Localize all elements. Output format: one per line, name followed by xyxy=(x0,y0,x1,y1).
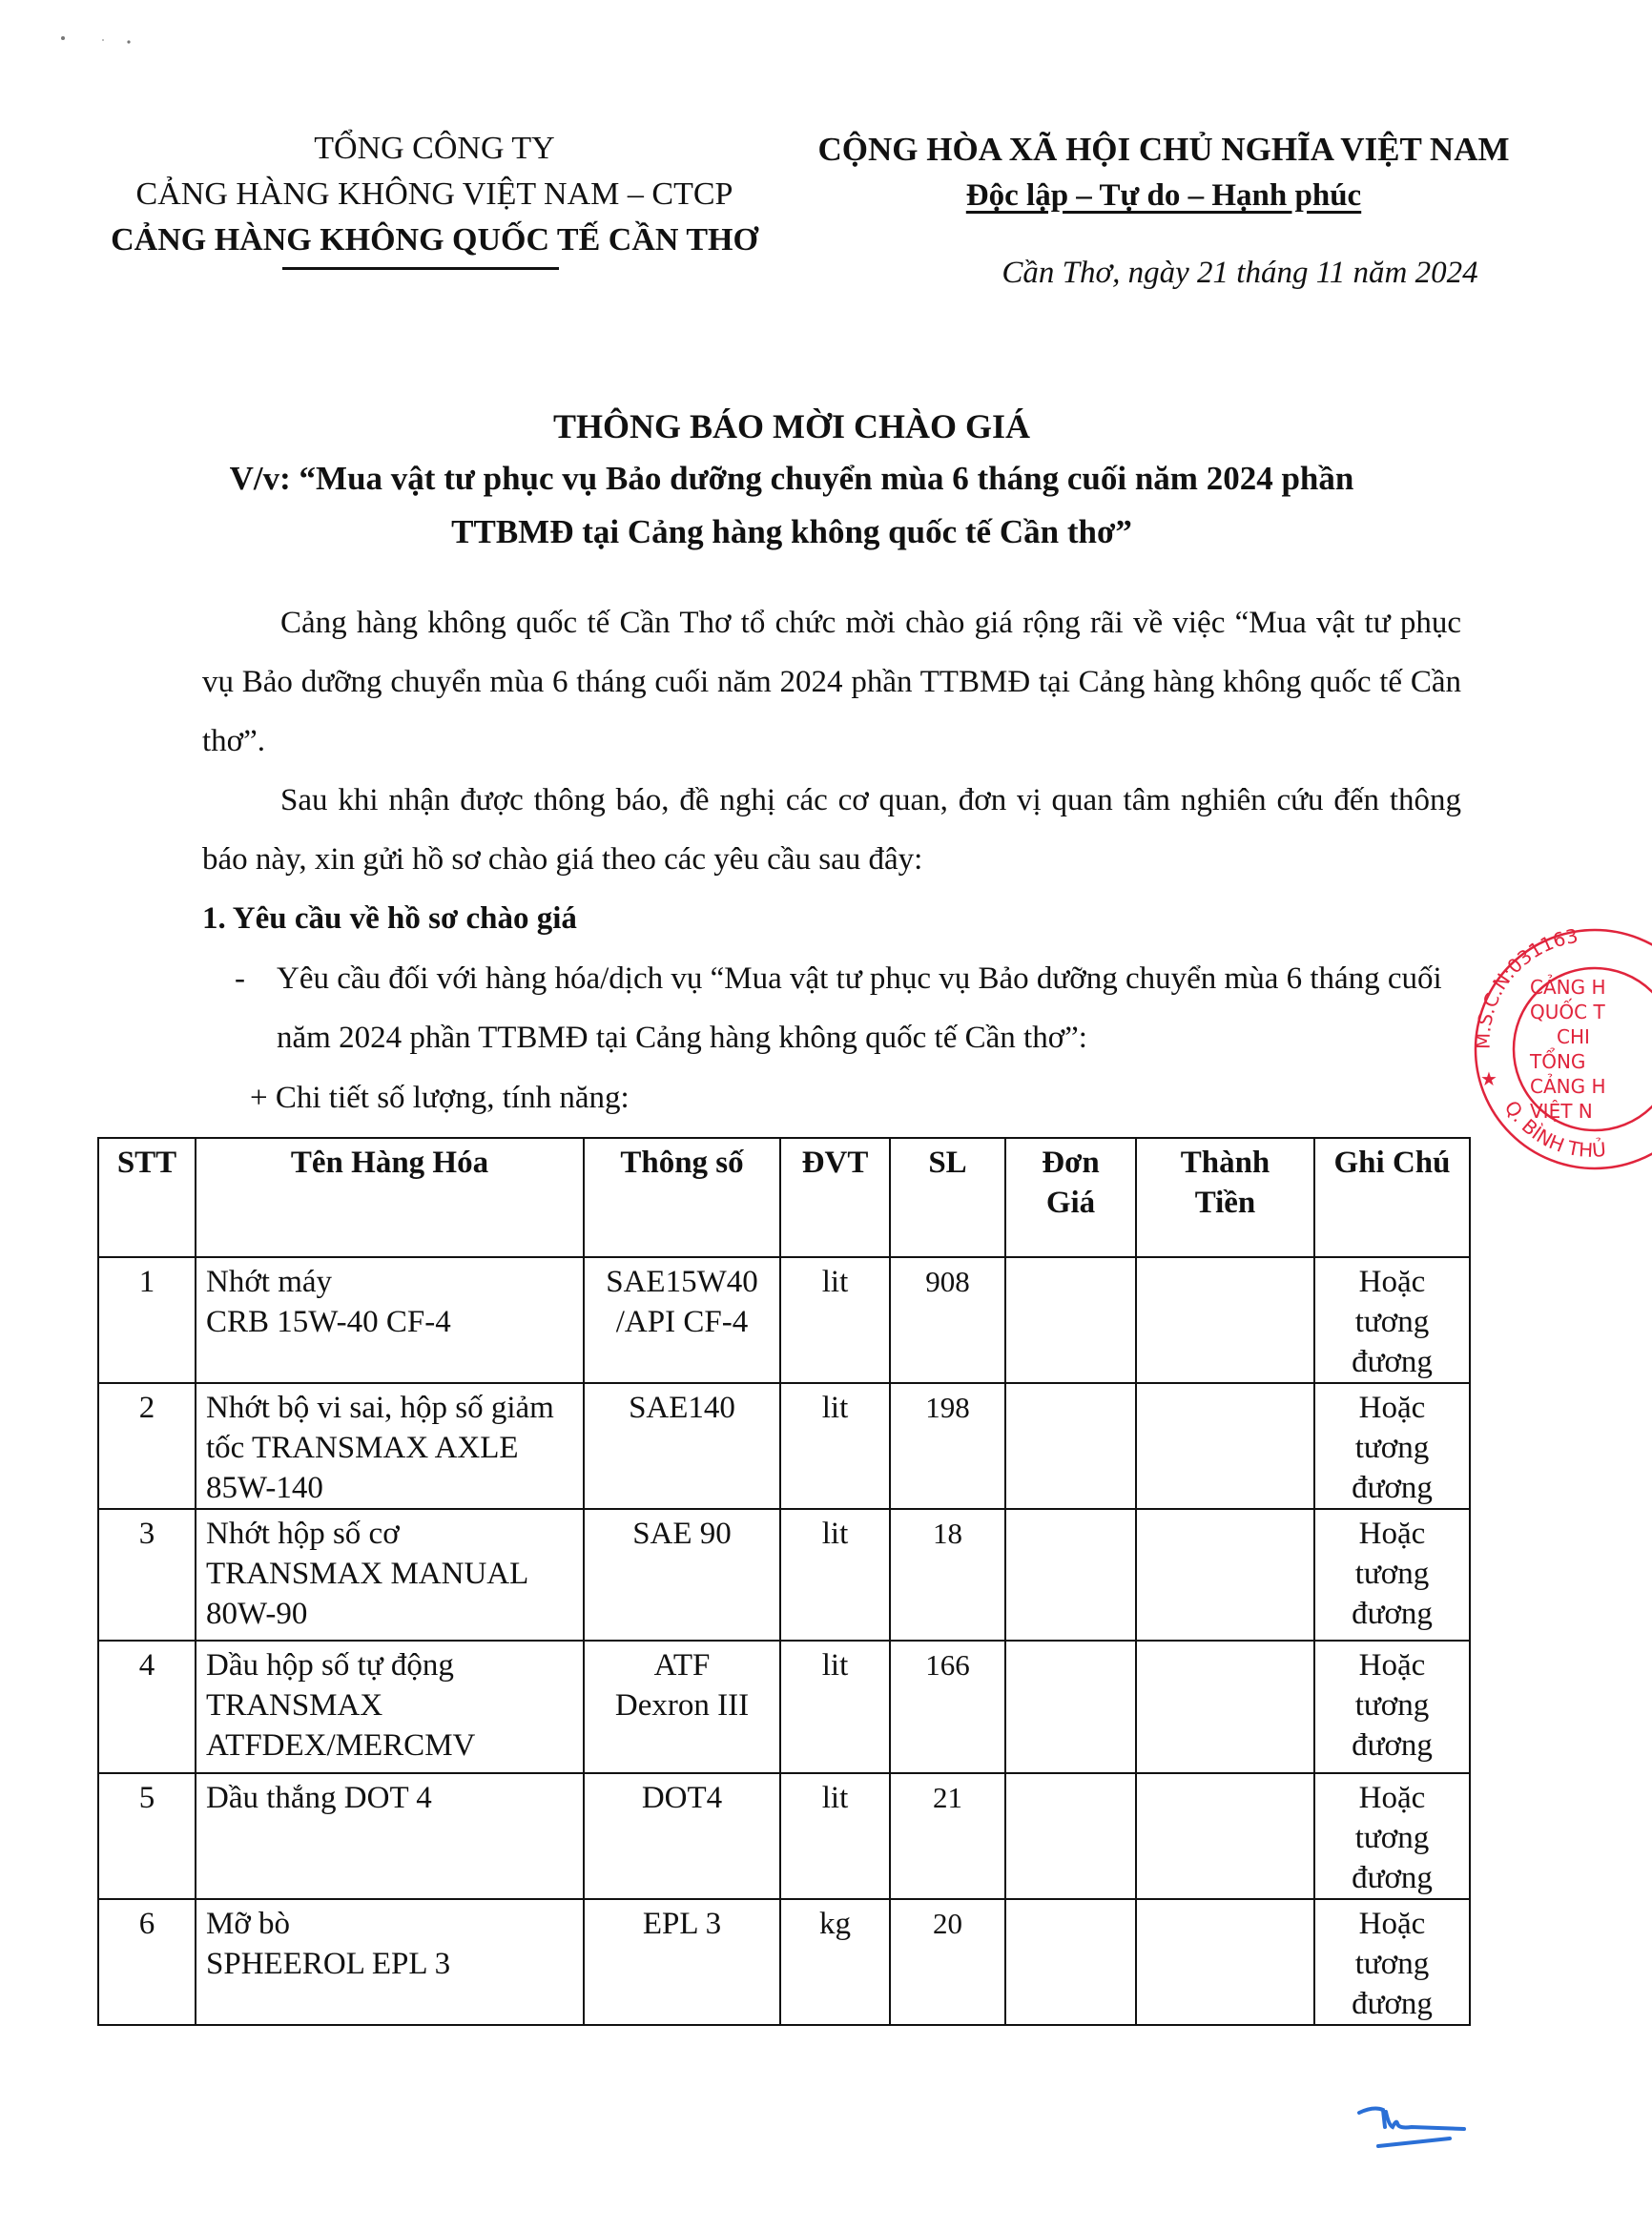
cell-total xyxy=(1136,1899,1314,2025)
cell-spec: ATF Dexron III xyxy=(584,1641,780,1773)
cell-note: Hoặc tương đương xyxy=(1314,1899,1470,2025)
seal-inner-text: QUỐC T xyxy=(1530,1001,1605,1023)
col-header-qty: SL xyxy=(890,1138,1005,1257)
col-header-stt: STT xyxy=(98,1138,196,1257)
cell-unit-price xyxy=(1005,1509,1136,1641)
cell-spec: SAE 90 xyxy=(584,1509,780,1641)
cell-unit: lit xyxy=(780,1383,890,1509)
cell-stt: 6 xyxy=(98,1899,196,2025)
cell-unit: lit xyxy=(780,1509,890,1641)
cell-qty: 198 xyxy=(890,1383,1005,1509)
cell-unit: kg xyxy=(780,1899,890,2025)
cell-qty: 908 xyxy=(890,1257,1005,1383)
seal-inner-text: CẢNG H xyxy=(1530,1075,1606,1098)
table-header-row xyxy=(98,1138,1470,1257)
cell-item-name: Nhớt máy CRB 15W-40 CF-4 xyxy=(196,1257,584,1383)
national-motto: Độc lập – Tự do – Hạnh phúc xyxy=(965,178,1362,213)
cell-total xyxy=(1136,1383,1314,1509)
section-heading-1: 1. Yêu cầu về hồ sơ chào giá xyxy=(202,901,577,936)
cell-note: Hoặc tương đương xyxy=(1314,1509,1470,1641)
seal-inner-text: VIỆT N xyxy=(1530,1100,1593,1123)
cell-spec: SAE140 xyxy=(584,1383,780,1509)
cell-item-name: Nhớt hộp số cơ TRANSMAX MANUAL 80W-90 xyxy=(196,1509,584,1641)
national-header xyxy=(782,126,1545,217)
cell-qty: 18 xyxy=(890,1509,1005,1641)
col-header-total: Thành Tiền xyxy=(1136,1138,1314,1257)
seal-star-icon: ★ xyxy=(1480,1069,1497,1090)
document-title-block xyxy=(134,401,1450,559)
cell-unit-price xyxy=(1005,1899,1136,2025)
seal-inner-text: TỔNG xyxy=(1530,1050,1586,1073)
seal-inner-text: CẢNG H xyxy=(1530,976,1606,999)
company-seal xyxy=(1461,916,1652,1173)
requirement-bullet-text: Yêu cầu đối với hàng hóa/dịch vụ “Mua vật tư phục vụ Bảo dưỡng chuyển mùa 6 tháng cuối năm 2024 phần TTBMĐ tại Cảng hàng không quốc tế Cần thơ”: xyxy=(277,961,1442,1055)
table-row xyxy=(98,1509,1470,1641)
cell-unit-price xyxy=(1005,1641,1136,1773)
table-row xyxy=(98,1257,1470,1383)
col-header-unit-price: Đơn Giá xyxy=(1005,1138,1136,1257)
cell-spec: DOT4 xyxy=(584,1773,780,1899)
cell-total xyxy=(1136,1641,1314,1773)
cell-note: Hoặc tương đương xyxy=(1314,1383,1470,1509)
col-header-name: Tên Hàng Hóa xyxy=(196,1138,584,1257)
cell-unit: lit xyxy=(780,1257,890,1383)
cell-qty: 20 xyxy=(890,1899,1005,2025)
issuer-name: CẢNG HÀNG KHÔNG QUỐC TẾ CẦN THƠ xyxy=(111,222,758,258)
table-row xyxy=(98,1773,1470,1899)
cell-item-name: Dầu thắng DOT 4 xyxy=(196,1773,584,1899)
document-title: THÔNG BÁO MỜI CHÀO GIÁ xyxy=(552,407,1031,445)
col-header-spec: Thông số xyxy=(584,1138,780,1257)
detail-subheading: + Chi tiết số lượng, tính năng: xyxy=(250,1081,630,1115)
issuer-parent-line2: CẢNG HÀNG KHÔNG VIỆT NAM – CTCP xyxy=(135,176,733,212)
cell-total xyxy=(1136,1257,1314,1383)
cell-item-name: Nhớt bộ vi sai, hộp số giảm tốc TRANSMAX AXLE 85W-140 xyxy=(196,1383,584,1509)
cell-note: Hoặc tương đương xyxy=(1314,1257,1470,1383)
cell-stt: 2 xyxy=(98,1383,196,1509)
intro-paragraph: Cảng hàng không quốc tế Cần Thơ tổ chức mời chào giá rộng rãi về việc “Mua vật tư phục vụ Bảo dưỡng chuyển mùa 6 tháng cuối năm 2024 phần TTBMĐ tại Cảng hàng không quốc tế Cần thơ”. xyxy=(202,606,1461,758)
table-row xyxy=(98,1641,1470,1773)
request-paragraph: Sau khi nhận được thông báo, đề nghị các cơ quan, đơn vị quan tâm nghiên cứu đến thông báo này, xin gửi hồ sơ chào giá theo các yêu cầu sau đây: xyxy=(202,783,1461,877)
national-title: CỘNG HÒA XÃ HỘI CHỦ NGHĨA VIỆT NAM xyxy=(817,131,1510,168)
issuer-header xyxy=(84,126,785,263)
document-date: Cần Thơ, ngày 21 tháng 11 năm 2024 xyxy=(1002,256,1478,290)
cell-note: Hoặc tương đương xyxy=(1314,1641,1470,1773)
cell-note: Hoặc tương đương xyxy=(1314,1773,1470,1899)
issuer-parent-line1: TỔNG CÔNG TY xyxy=(314,131,555,166)
cell-unit: lit xyxy=(780,1641,890,1773)
cell-spec: EPL 3 xyxy=(584,1899,780,2025)
bullet-dash: - xyxy=(235,961,245,996)
cell-item-name: Mỡ bò SPHEEROL EPL 3 xyxy=(196,1899,584,2025)
goods-table xyxy=(97,1137,1471,2026)
cell-qty: 21 xyxy=(890,1773,1005,1899)
cell-unit-price xyxy=(1005,1383,1136,1509)
table-row xyxy=(98,1383,1470,1509)
cell-unit-price xyxy=(1005,1773,1136,1899)
seal-bottom-text: Q. BÌNH THỦ xyxy=(1499,1096,1607,1163)
col-header-unit: ĐVT xyxy=(780,1138,890,1257)
issuer-underline xyxy=(282,267,559,270)
cell-unit: lit xyxy=(780,1773,890,1899)
document-subject-line1: V/v: “Mua vật tư phục vụ Bảo dưỡng chuyển mùa 6 tháng cuối năm 2024 phần xyxy=(229,460,1354,497)
handwritten-initials xyxy=(1354,2098,1469,2156)
col-header-note: Ghi Chú xyxy=(1314,1138,1470,1257)
seal-ring-text: M.S.C.N:031163 xyxy=(1471,923,1580,1050)
seal-inner-text: CHI xyxy=(1557,1025,1590,1048)
cell-item-name: Dầu hộp số tự động TRANSMAX ATFDEX/MERCMV xyxy=(196,1641,584,1773)
requirement-bullet xyxy=(235,949,1465,1067)
cell-total xyxy=(1136,1509,1314,1641)
cell-unit-price xyxy=(1005,1257,1136,1383)
table-row xyxy=(98,1899,1470,2025)
cell-stt: 3 xyxy=(98,1509,196,1641)
cell-stt: 4 xyxy=(98,1641,196,1773)
cell-total xyxy=(1136,1773,1314,1899)
cell-stt: 5 xyxy=(98,1773,196,1899)
document-subject-line2: TTBMĐ tại Cảng hàng không quốc tế Cần thơ” xyxy=(451,513,1132,550)
scan-specks xyxy=(57,29,143,48)
cell-spec: SAE15W40 /API CF-4 xyxy=(584,1257,780,1383)
cell-qty: 166 xyxy=(890,1641,1005,1773)
cell-stt: 1 xyxy=(98,1257,196,1383)
